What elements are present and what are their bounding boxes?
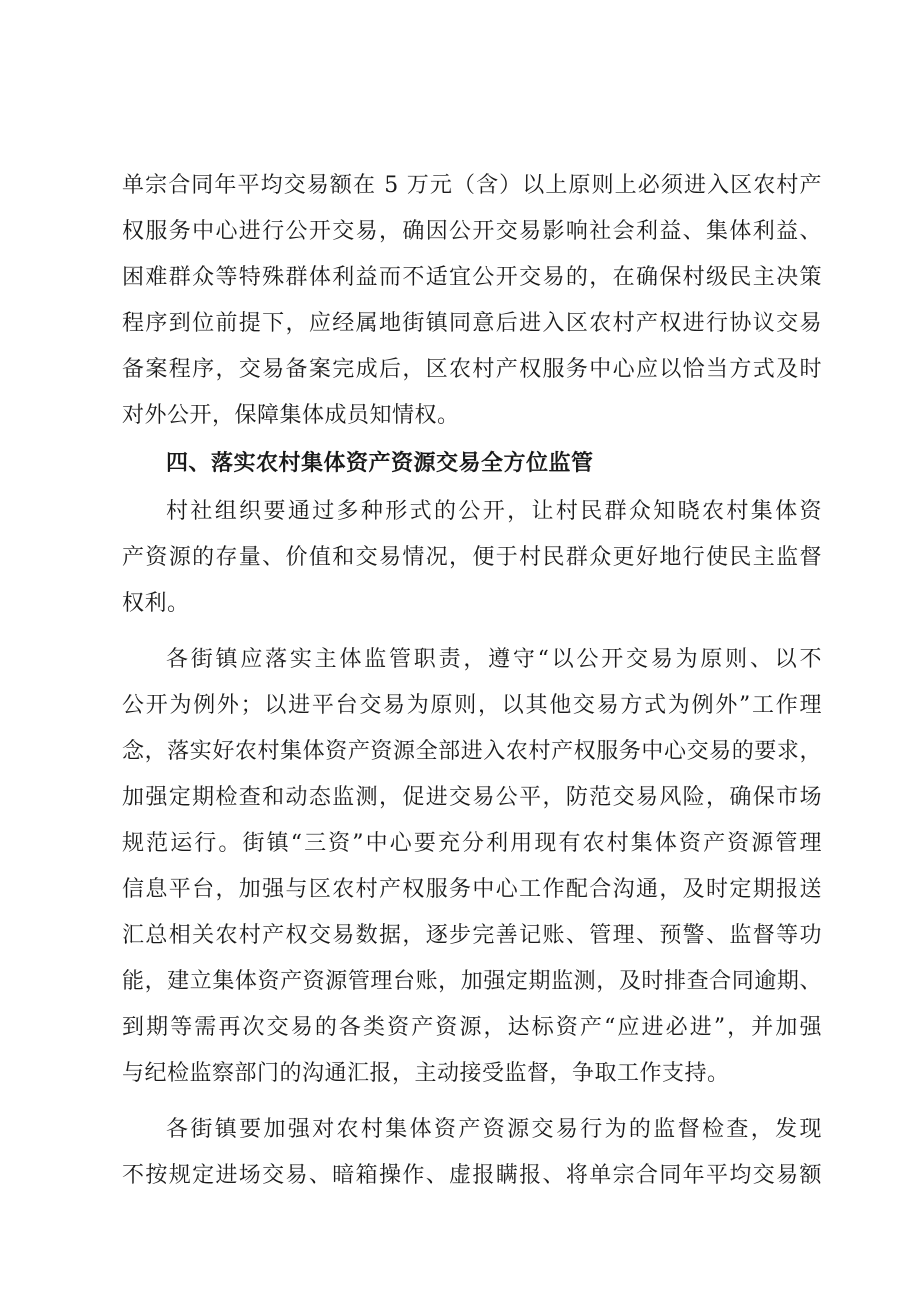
- paragraph-disclosure: [122, 489, 822, 627]
- paragraph-continuation: [122, 163, 822, 439]
- paragraph-line: 单宗合同年平均交易额在 5 万元（含）以上原则上必须进入区农村产: [122, 173, 822, 198]
- paragraph-line: 公开为例外；以进平台交易为原则，以其他交易方式为例外”工作理: [122, 693, 822, 718]
- paragraph-line: 村社组织要通过多种形式的公开，让村民群众知晓农村集体资: [166, 499, 822, 524]
- paragraph-line: 产资源的存量、价值和交易情况，便于村民群众更好地行使民主监督: [122, 545, 822, 570]
- section-heading: 四、落实农村集体资产资源交易全方位监管: [166, 451, 594, 476]
- paragraph-line: 到期等需再次交易的各类资产资源，达标资产“应进必进”，并加强: [122, 1015, 822, 1040]
- paragraph-line: 权服务中心进行公开交易，确因公开交易影响社会利益、集体利益、: [122, 219, 822, 244]
- paragraph-line: 各街镇应落实主体监管职责，遵守“以公开交易为原则、以不: [166, 647, 822, 672]
- paragraph-line: 备案程序，交易备案完成后，区农村产权服务中心应以恰当方式及时: [122, 357, 822, 382]
- paragraph-line: 能，建立集体资产资源管理台账，加强定期监测，及时排查合同逾期、: [122, 969, 822, 994]
- paragraph-line: 困难群众等特殊群体利益而不适宜公开交易的，在确保村级民主决策: [122, 265, 822, 290]
- paragraph-line: 信息平台，加强与区农村产权服务中心工作配合沟通，及时定期报送: [122, 877, 822, 902]
- paragraph-line: 与纪检监察部门的沟通汇报，主动接受监督，争取工作支持。: [122, 1061, 730, 1086]
- paragraph-line: 念，落实好农村集体资产资源全部进入农村产权服务中心交易的要求，: [122, 739, 822, 764]
- paragraph-supervision: [122, 637, 822, 1097]
- paragraph-inspection: [122, 1107, 822, 1199]
- document-page: [122, 163, 822, 1199]
- paragraph-line: 对外公开，保障集体成员知情权。: [122, 403, 460, 428]
- paragraph-line: 规范运行。街镇“三资”中心要充分利用现有农村集体资产资源管理: [122, 831, 822, 856]
- paragraph-line: 汇总相关农村产权交易数据，逐步完善记账、管理、预警、监督等功: [122, 923, 822, 948]
- paragraph-line: 各街镇要加强对农村集体资产资源交易行为的监督检查，发现: [166, 1117, 822, 1142]
- paragraph-line: 加强定期检查和动态监测，促进交易公平，防范交易风险，确保市场: [122, 785, 822, 810]
- paragraph-line: 权利。: [122, 591, 190, 616]
- paragraph-line: 程序到位前提下，应经属地街镇同意后进入区农村产权进行协议交易: [122, 311, 822, 336]
- paragraph-line: 不按规定进场交易、暗箱操作、虚报瞒报、将单宗合同年平均交易额: [122, 1163, 822, 1188]
